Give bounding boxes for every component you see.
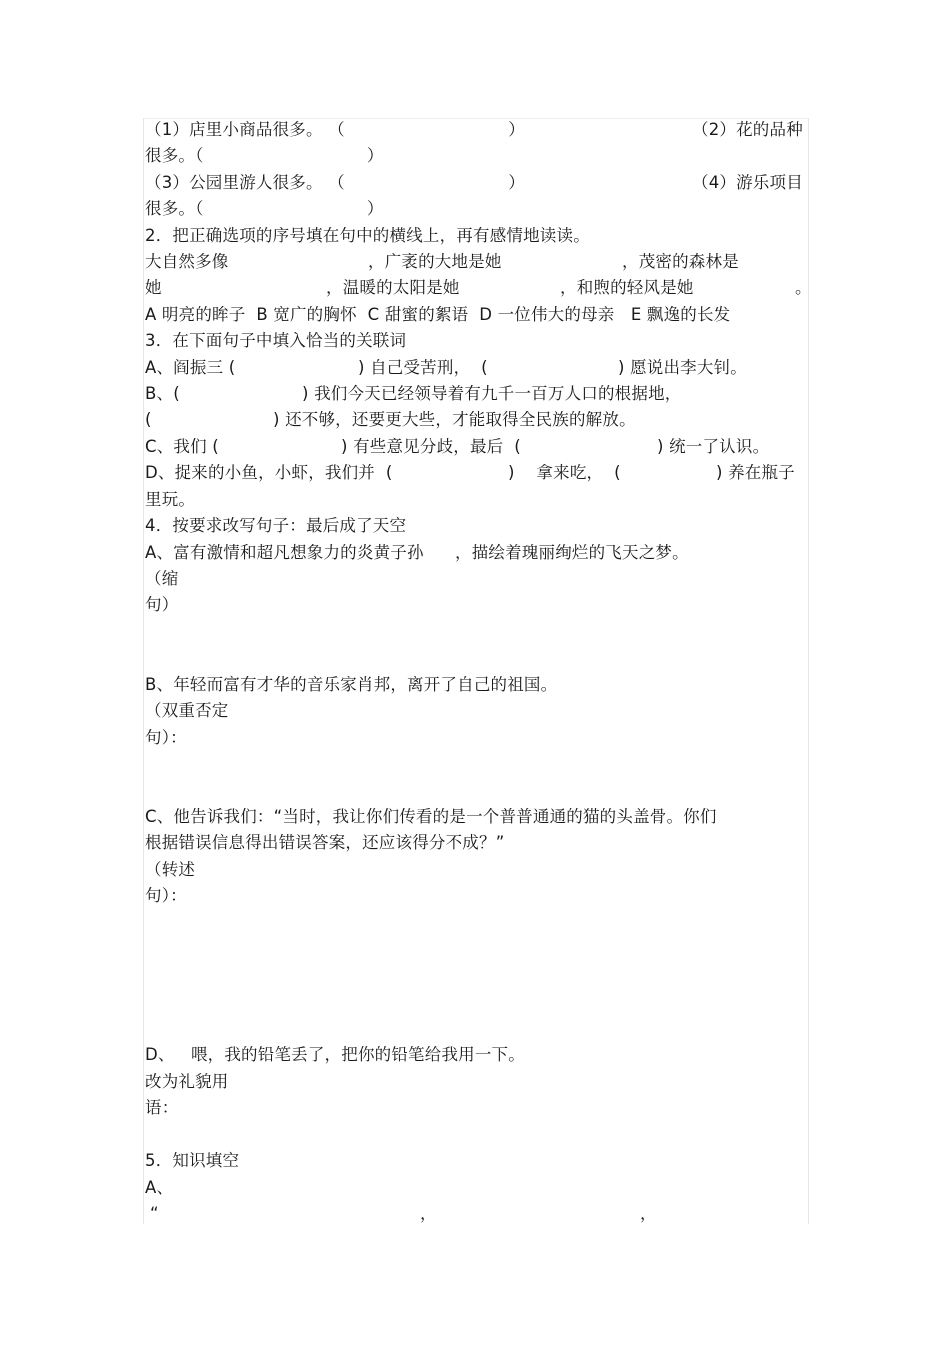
text-line: （双重否定 [145,701,229,720]
text-line: A、阎振三 ( [145,358,236,377]
text-line: ，温暖的太阳是她 [326,278,460,297]
text-line: 。 [795,278,812,297]
text-line: 句）： [145,728,187,747]
text-line: C、我们 ( [145,437,219,456]
text-line: ) 我们今天已经领导着有九千一百万人口的根据地， [302,384,682,403]
text-line: ， [640,1204,657,1223]
text-line: （1）店里小商品很多。 （ ） [145,120,525,139]
text-line: ，和煦的轻风是她 [560,278,694,297]
text-line: 改为礼貌用 [145,1072,229,1091]
text-line: ) 有些意见分歧，最后 ( [341,437,521,456]
text-line: 里玩。 [145,490,196,509]
text-line: A、富有激情和超凡想象力的炎黄子孙 [145,543,424,562]
text-line: 她 [145,278,162,297]
text-line: （3）公园里游人很多。 （ ） [145,173,525,192]
text-line: ，广袤的大地是她 [368,252,502,271]
text-line: A 明亮的眸子 B 宽广的胸怀 C 甜蜜的絮语 D 一位伟大的母亲 E 飘逸的长发 [145,305,731,324]
text-line: ) 拿来吃， ( [508,463,621,482]
text-line: 根据错误信息得出错误答案，还应该得分不成？” [145,833,505,852]
text-line: 语： [145,1098,179,1117]
text-line: C、他告诉我们：“当时，我让你们传看的是一个普普通通的猫的头盖骨。你们 [145,807,717,826]
text-line: 2．把正确选项的序号填在句中的横线上，再有感情地读读。 [145,226,590,245]
text-line: ) 统一了认识。 [657,437,770,456]
text-line: 5．知识填空 [145,1151,240,1170]
text-line: ) 自己受苦刑， ( [358,358,488,377]
text-line: D、 喂，我的铅笔丢了，把你的铅笔给我用一下。 [145,1045,525,1064]
text-line: 很多。（ ） [145,199,384,218]
text-line: B、年轻而富有才华的音乐家肖邦，离开了自己的祖国。 [145,675,558,694]
text-line: ) 还不够，还要更大些，才能取得全民族的解放。 [273,410,636,429]
text-line: D、捉来的小鱼，小虾，我们并 ( [145,463,393,482]
text-line: ) 愿说出李大钊。 [618,358,747,377]
text-line: 句） [145,595,179,614]
text-line: ，描绘着瑰丽绚烂的飞天之梦。 [455,543,689,562]
text-line: 3．在下面句子中填入恰当的关联词 [145,331,407,350]
text-line: ，茂密的森林是 [622,252,739,271]
text-line: “ [150,1204,159,1223]
text-line: （4）游乐项目 [692,173,803,192]
text-line: 很多。（ ） [145,146,384,165]
text-line: 大自然多像 [145,252,229,271]
text-line: （2）花的品种 [692,120,803,139]
text-line: 句）： [145,886,187,905]
text-line: B、( [145,384,180,403]
text-line: （转述 [145,860,196,879]
text-line: ， [420,1204,437,1223]
text-line: ) 养在瓶子 [716,463,795,482]
text-line: ( [145,410,152,429]
text-line: 4．按要求改写句子：最后成了天空 [145,516,407,535]
text-line: A、 [145,1178,174,1197]
text-line: （缩 [145,569,179,588]
